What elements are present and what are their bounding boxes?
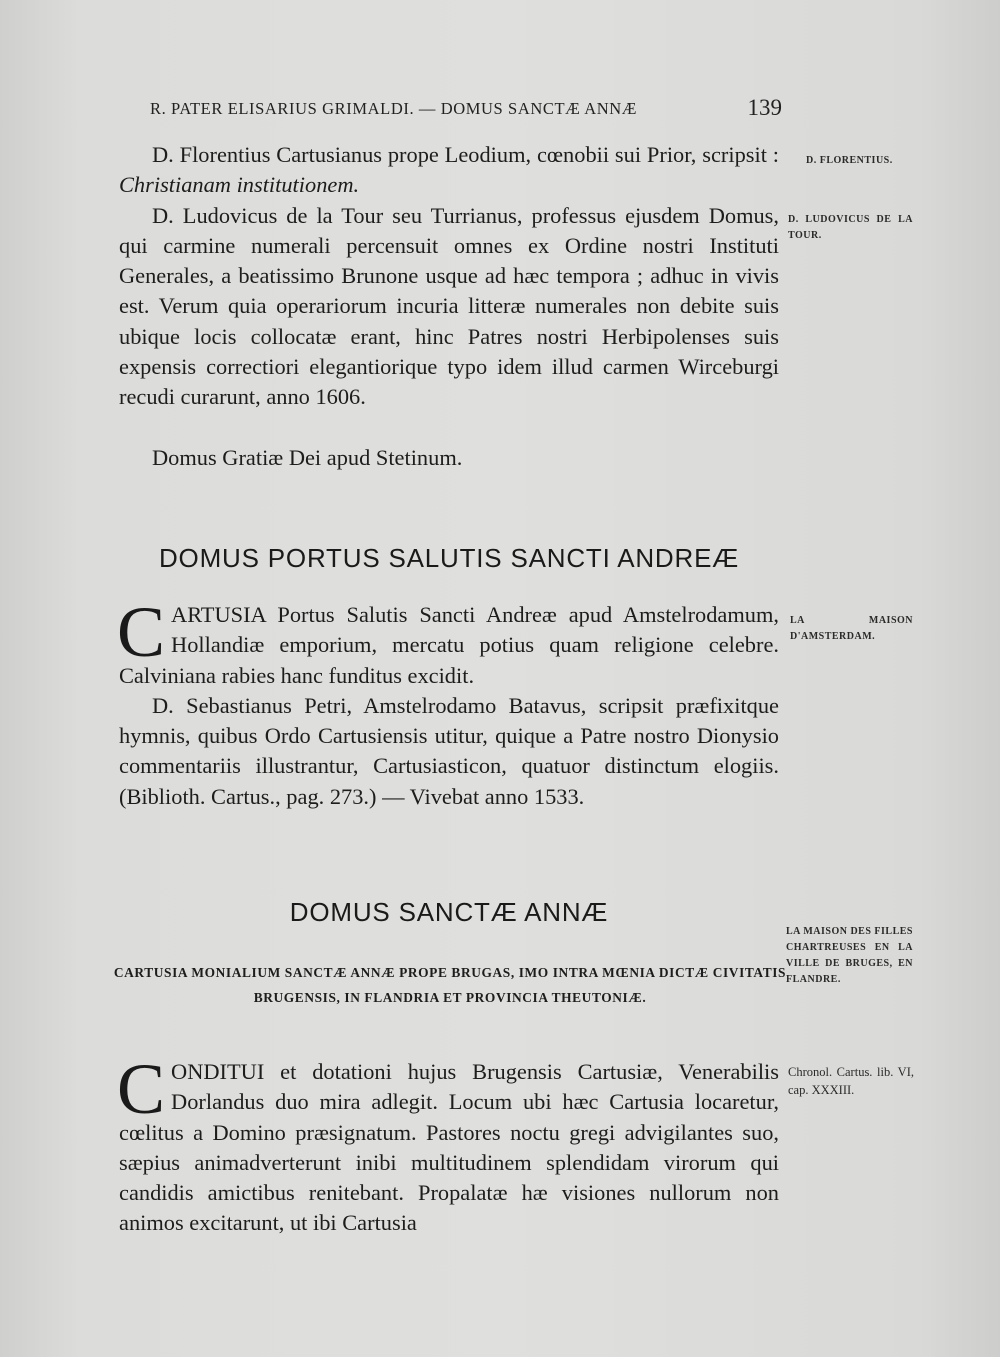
running-head	[150, 95, 782, 120]
margin-note-amsterdam: LA MAISON D'AMSTERDAM.	[790, 615, 913, 642]
margin-note-florentius: D. FLORENTIUS.	[806, 155, 893, 166]
paragraph-sebastianus: D. Sebastianus Petri, Amstelrodamo Batavus, scripsit præfixitque hymnis, quibus Ordo Cartusiensis utitur, quique a Patre nostro Dionysio commentariis illustrantur, Cartusiasticon, quatuor distinctum elogiis. (Biblioth. Cartus., pag. 273.) — Vivebat anno 1533.	[119, 692, 779, 809]
page-number: 139	[747, 95, 782, 120]
italic-title: Christianam institutionem.	[119, 172, 360, 198]
paragraph-stetinum: Domus Gratiæ Dei apud Stetinum.	[152, 444, 463, 470]
paragraph-ludovicus: D. Ludovicus de la Tour seu Turrianus, professus ejusdem Domus, qui carmine numerali percensuit omnes ex Ordine nostri Instituti Generales, a beatissimo Brunone usque ad hæc tempora ; adhuc in vivis est. Verum quia operariorum incuria litteræ numerales non debite suis ubique locis collocatæ erant, hinc Patres nostri Herbipolenses suis expensis correctiori elegantiorique typo idem illud carmen Wirceburgi recudi curarunt, anno 1606.	[119, 202, 779, 410]
intro-paragraphs	[119, 140, 779, 473]
drop-cap: C	[117, 1049, 166, 1129]
section-andreae-body	[117, 592, 779, 812]
paragraph-florentius	[119, 140, 779, 201]
paragraph-cartusia-andreae	[117, 592, 779, 691]
drop-cap: C	[117, 592, 166, 672]
paragraph-florentius-text: D. Florentius Cartusianus prope Leodium, cœnobii sui Prior, scripsit :	[152, 142, 779, 167]
section-heading-andreae: DOMUS PORTUS SALUTIS SANCTI ANDREÆ	[158, 543, 740, 573]
paragraph-conditui	[117, 1049, 779, 1239]
margin-note-ludovicus: D. LUDOVICUS DE LA TOUR.	[788, 214, 913, 241]
margin-note-chronol: Chronol. Cartus. lib. VI, cap. XXXIII.	[788, 1065, 914, 1097]
margin-note-bruges: LA MAISON DES FILLES CHARTREUSES EN LA VILLE DE BRUGES, EN FLANDRE.	[786, 926, 913, 985]
running-head-title: R. PATER ELISARIUS GRIMALDI. — DOMUS SANCTÆ ANNÆ	[150, 99, 638, 118]
section-heading-annae: DOMUS SANCTÆ ANNÆ	[289, 897, 609, 927]
paragraph-cartusia-andreae-text: ARTUSIA Portus Salutis Sancti Andreæ apud Amstelrodamum, Hollandiæ emporium, mercatu potius quam religione celebre. Calviniana rabies hanc funditus excidit.	[119, 602, 779, 688]
section-subheading-annae: CARTUSIA MONIALIUM SANCTÆ ANNÆ PROPE BRUGAS, IMO INTRA MŒNIA DICTÆ CIVITATIS BRUGENSIS, IN FLANDRIA ET PROVINCIA THEUTONIÆ.	[113, 965, 787, 1005]
paragraph-conditui-text: ONDITUI et dotationi hujus Brugensis Cartusiæ, Venerabilis Dorlandus duo mira adlegit. Locum ubi hæc Cartusia locaretur, cœlitus a Domino præsignatum. Pastores noctu gregi advigilantes suo, sæpius animadverterunt inibi multitudinem splendidam virorum qui candidis amictibus renitebant. Propalatæ hæ visiones nullorum non animos excitarunt, ut ibi Cartusia	[119, 1059, 779, 1236]
section-annae-body	[117, 1049, 779, 1239]
